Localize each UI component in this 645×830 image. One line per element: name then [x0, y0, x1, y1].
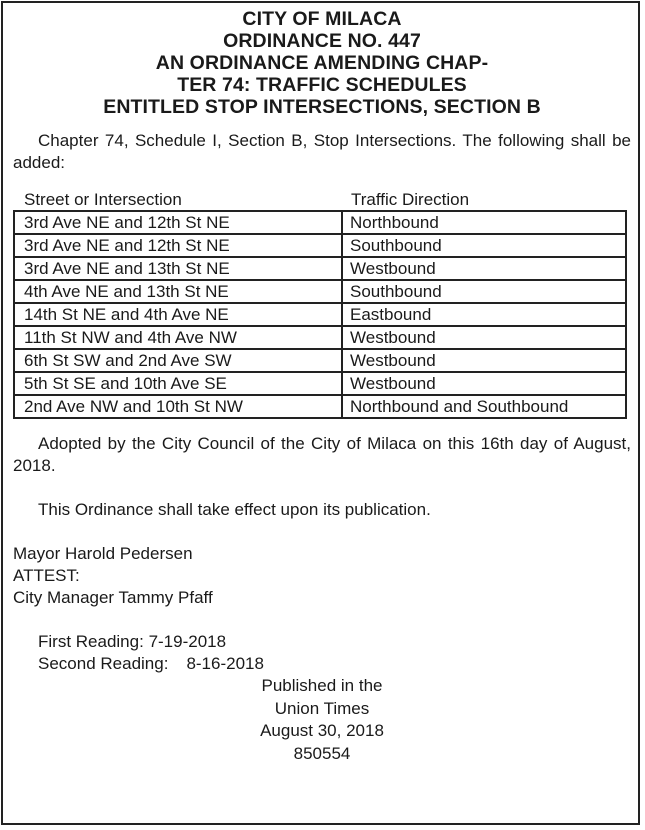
- cell-direction: Southbound: [342, 234, 626, 257]
- table-row: [14, 234, 626, 257]
- intersection-grid: [13, 210, 627, 419]
- table-row: [14, 349, 626, 372]
- cell-street: 6th St SW and 2nd Ave SW: [14, 349, 342, 372]
- cell-direction: Southbound: [342, 280, 626, 303]
- title-line-1: CITY OF MILACA: [242, 8, 402, 30]
- table-header-row: [13, 190, 631, 210]
- table-body: [14, 211, 626, 418]
- title-line-4: TER 74: TRAFFIC SCHEDULES: [177, 74, 467, 96]
- attest-label: ATTEST:: [13, 566, 80, 585]
- ordinance-notice: [13, 8, 631, 765]
- cell-street: 4th Ave NE and 13th St NE: [14, 280, 342, 303]
- second-reading: [38, 653, 631, 675]
- cell-direction: Northbound: [342, 211, 626, 234]
- title-line-3: AN ORDINANCE AMENDING CHAP-: [155, 52, 489, 74]
- table-row: [14, 303, 626, 326]
- second-reading-label: Second Reading:: [38, 654, 169, 673]
- effect-paragraph: This Ordinance shall take effect upon its publication.: [38, 500, 431, 519]
- readings: [13, 631, 631, 675]
- publication-info: [13, 675, 631, 765]
- first-reading-date: 7-19-2018: [148, 632, 227, 651]
- mayor-name: Mayor Harold Pedersen: [13, 544, 193, 563]
- publication-line-2: Union Times: [274, 698, 370, 718]
- table-row: [14, 395, 626, 418]
- intro-paragraph: Chapter 74, Schedule I, Section B, Stop Intersections. The following shall be added:: [13, 131, 631, 172]
- first-reading: [38, 631, 631, 653]
- second-reading-date: 8-16-2018: [186, 654, 264, 673]
- table-row: [14, 257, 626, 280]
- cell-direction: Eastbound: [342, 303, 626, 326]
- cell-street: 3rd Ave NE and 13th St NE: [14, 257, 342, 280]
- header-direction: Traffic Direction: [351, 190, 470, 209]
- cell-direction: Westbound: [342, 326, 626, 349]
- cell-direction: Westbound: [342, 372, 626, 395]
- table-row: [14, 372, 626, 395]
- table-row: [14, 326, 626, 349]
- header-street: Street or Intersection: [24, 190, 182, 209]
- cell-direction: Westbound: [342, 349, 626, 372]
- signatories: [13, 543, 631, 609]
- cell-direction: Northbound and Southbound: [342, 395, 626, 418]
- ordinance-title: [13, 8, 631, 118]
- table-row: [14, 280, 626, 303]
- publication-date: August 30, 2018: [260, 721, 384, 740]
- title-line-2: ORDINANCE NO. 447: [223, 30, 421, 52]
- cell-street: 3rd Ave NE and 12th St NE: [14, 211, 342, 234]
- first-reading-label: First Reading:: [38, 632, 144, 651]
- cell-direction: Westbound: [342, 257, 626, 280]
- cell-street: 14th St NE and 4th Ave NE: [14, 303, 342, 326]
- publication-number: 850554: [293, 743, 351, 763]
- cell-street: 5th St SE and 10th Ave SE: [14, 372, 342, 395]
- table-row: [14, 211, 626, 234]
- cell-street: 2nd Ave NW and 10th St NW: [14, 395, 342, 418]
- cell-street: 11th St NW and 4th Ave NW: [14, 326, 342, 349]
- title-line-5: ENTITLED STOP INTERSECTIONS, SECTION B: [103, 96, 541, 118]
- cell-street: 3rd Ave NE and 12th St NE: [14, 234, 342, 257]
- manager-name: City Manager Tammy Pfaff: [13, 588, 213, 607]
- adopted-paragraph: Adopted by the City Council of the City of Milaca on this 16th day of August, 2018.: [13, 434, 631, 475]
- publication-line-1: Published in the: [261, 676, 383, 695]
- stop-intersections-table: [13, 190, 631, 419]
